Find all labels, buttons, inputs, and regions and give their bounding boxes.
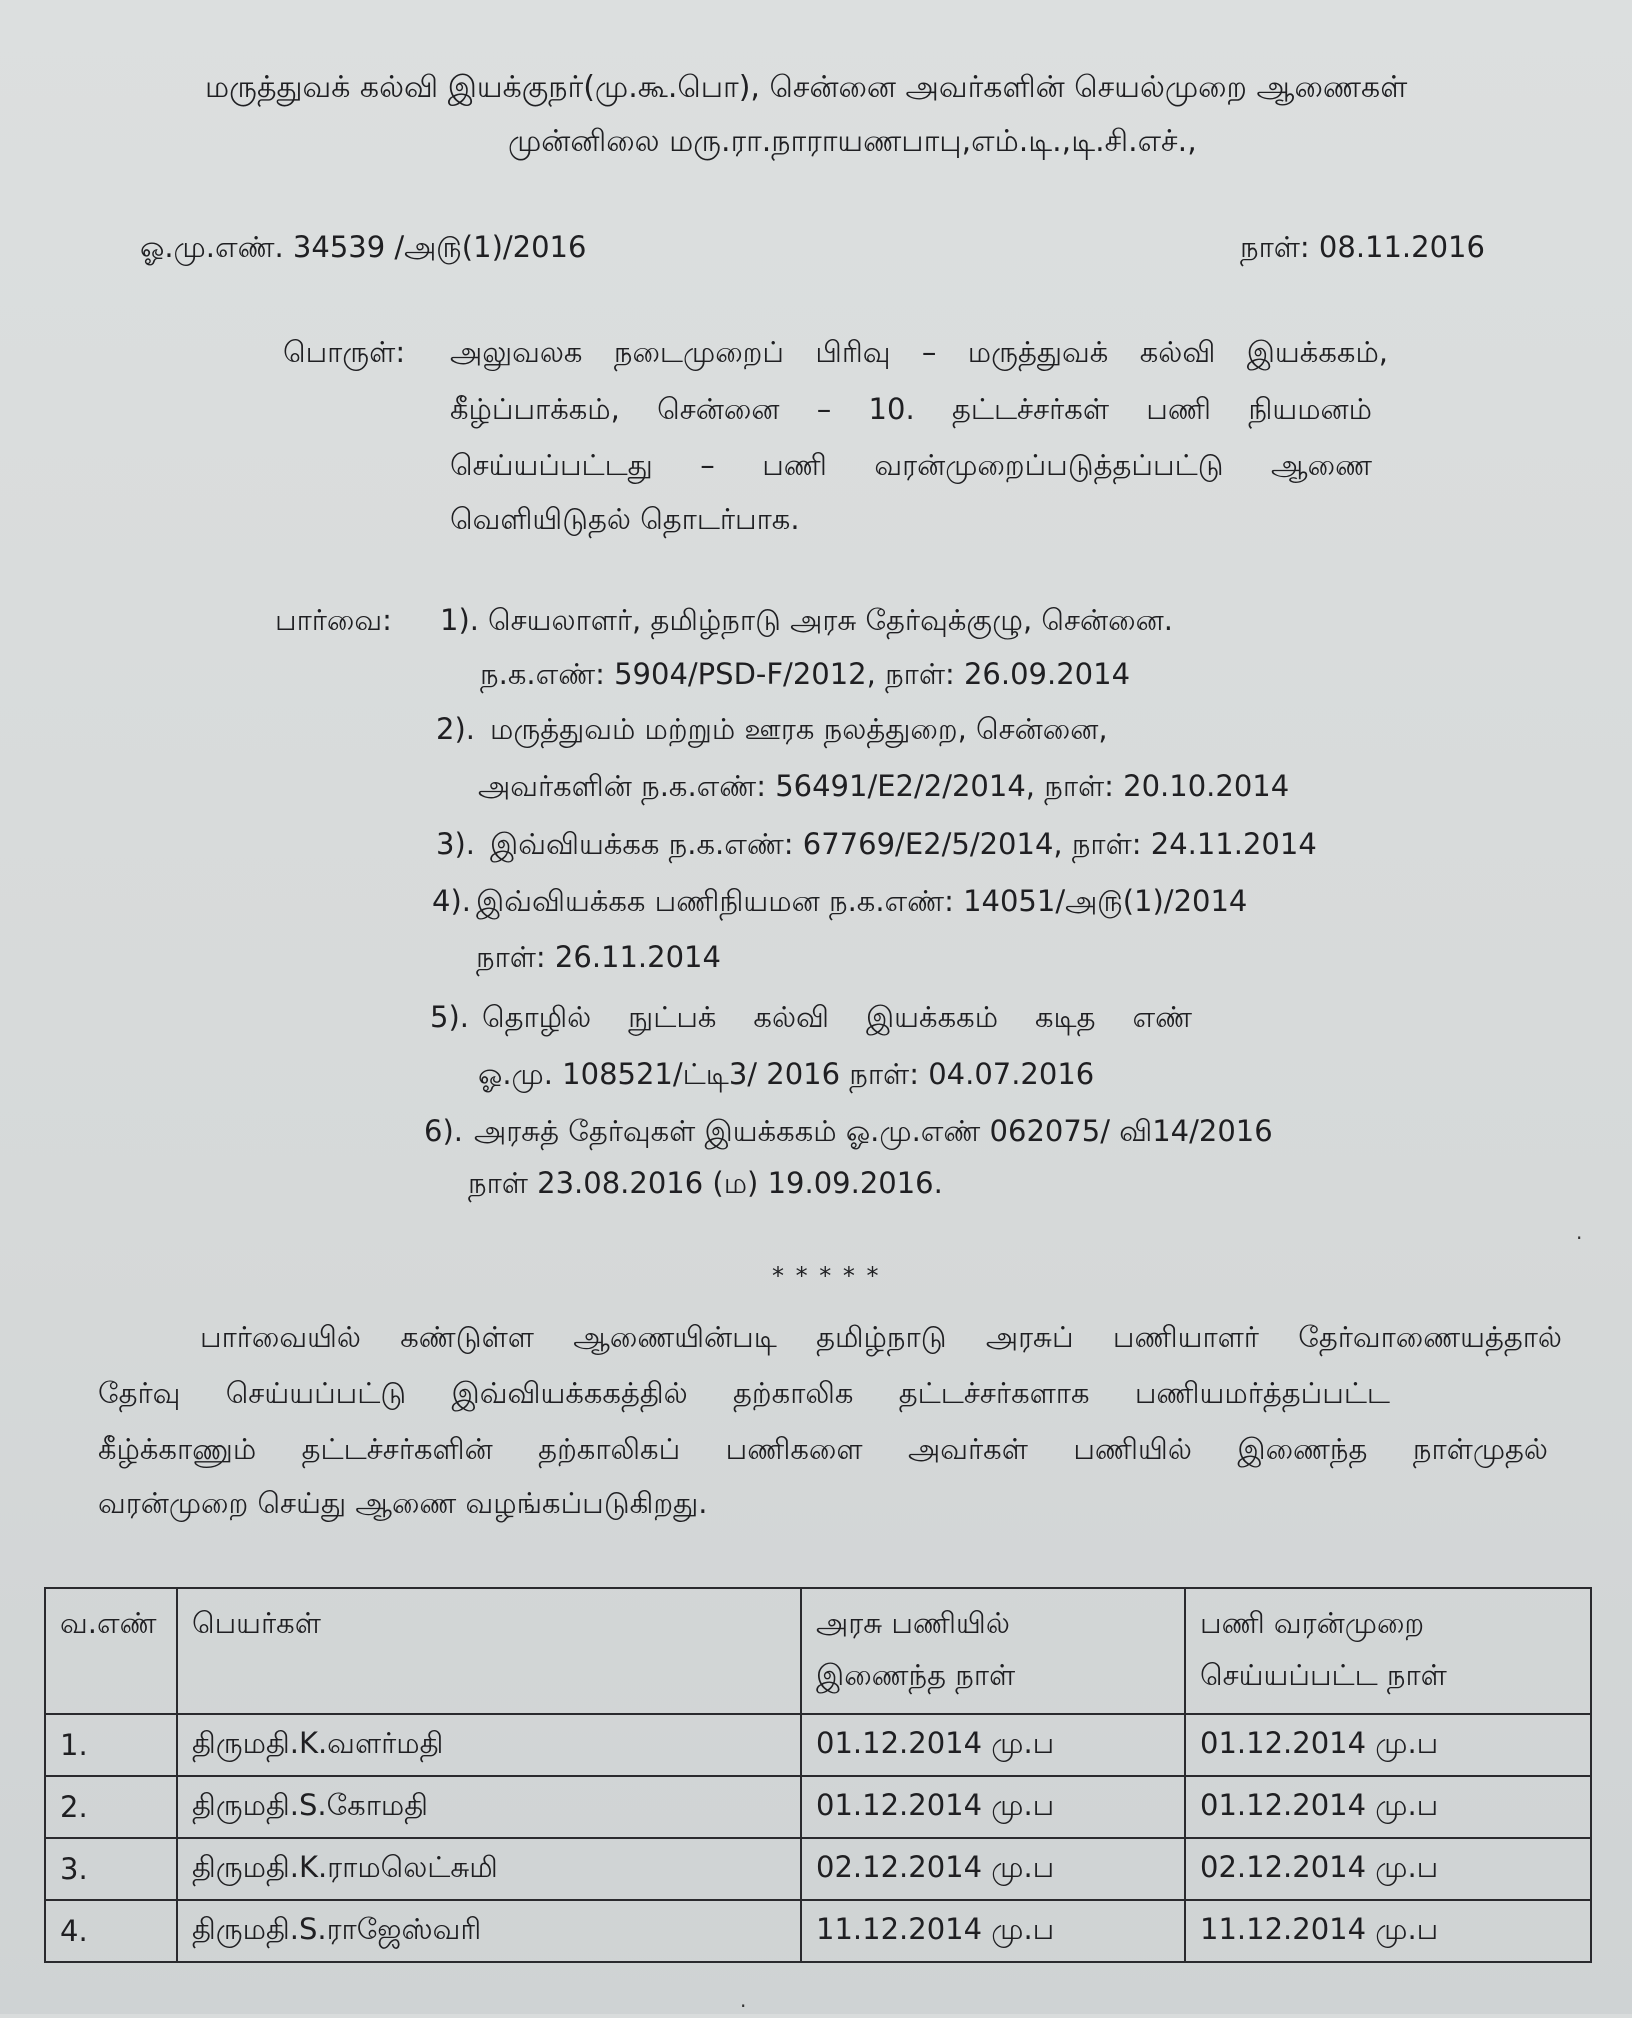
joined-date-cell: 01.12.2014 மு.ப xyxy=(801,1714,1185,1776)
reference-4-number: 4). xyxy=(432,884,471,918)
section-separator: * * * * * xyxy=(772,1262,881,1290)
table-row xyxy=(45,1776,1591,1838)
table-header-row xyxy=(45,1588,1591,1714)
subject-label: பொருள்: xyxy=(283,335,406,369)
regularized-date-cell: 11.12.2014 மு.ப xyxy=(1185,1900,1591,1962)
table-row xyxy=(45,1900,1591,1962)
header-subtitle: முன்னிலை மரு.ரா.நாராயணபாபு,எம்.டி.,டி.சி.எச்., xyxy=(508,124,1197,159)
serial-number-cell: 4. xyxy=(45,1900,177,1962)
ink-mark: · xyxy=(1576,1226,1583,1250)
reference-4-line-2: நாள்: 26.11.2014 xyxy=(476,940,721,974)
joined-date-cell: 02.12.2014 மு.ப xyxy=(801,1838,1185,1900)
name-cell: திருமதி.K.ராமலெட்சுமி xyxy=(177,1838,801,1900)
ink-mark: · xyxy=(740,1994,747,2018)
regularized-date-cell: 01.12.2014 மு.ப xyxy=(1185,1776,1591,1838)
header-names: பெயர்கள் xyxy=(177,1588,801,1714)
header-serial-number: வ.எண் xyxy=(45,1588,177,1714)
subject-line-2: கீழ்ப்பாக்கம், சென்னை – 10. தட்டச்சர்கள் பணி நியமனம் xyxy=(450,392,1372,426)
body-line-2: தேர்வு செய்யப்பட்டு இவ்வியக்ககத்தில் தற்காலிக தட்டச்சர்களாக பணியமர்த்தப்பட்ட xyxy=(98,1376,1390,1410)
body-line-4: வரன்முறை செய்து ஆணை வழங்கப்படுகிறது. xyxy=(98,1486,708,1520)
references-label: பார்வை: xyxy=(275,603,392,637)
subject-line-1: அலுவலக நடைமுறைப் பிரிவு – மருத்துவக் கல்வி இயக்ககம், xyxy=(450,335,1388,369)
header-joined-date-line-1: அரசு பணியில் xyxy=(816,1606,1010,1640)
serial-number-cell: 1. xyxy=(45,1714,177,1776)
reference-5-line-2: ஓ.மு. 108521/ட்டி3/ 2016 நாள்: 04.07.2016 xyxy=(478,1057,1095,1091)
serial-number-cell: 3. xyxy=(45,1838,177,1900)
reference-1-number: 1). xyxy=(440,603,479,637)
typists-table xyxy=(44,1587,1592,1963)
header-joined-date xyxy=(801,1588,1185,1714)
serial-number-cell: 2. xyxy=(45,1776,177,1838)
reference-5-number: 5). xyxy=(430,1000,469,1034)
subject-line-4: வெளியிடுதல் தொடர்பாக. xyxy=(450,502,800,536)
joined-date-cell: 11.12.2014 மு.ப xyxy=(801,1900,1185,1962)
reference-4-line-1: இவ்வியக்கக பணிநியமன ந.க.எண்: 14051/அ௫(1)/2014 xyxy=(476,884,1248,918)
reference-1-line-1: செயலாளர், தமிழ்நாடு அரசு தேர்வுக்குழு, சென்னை. xyxy=(488,603,1173,637)
table-row xyxy=(45,1714,1591,1776)
header-regularized-date xyxy=(1185,1588,1591,1714)
reference-2-number: 2). xyxy=(436,712,475,746)
order-number: ஓ.மு.எண். 34539 /அ௫(1)/2016 xyxy=(140,230,587,264)
joined-date-cell: 01.12.2014 மு.ப xyxy=(801,1776,1185,1838)
reference-3-line-1: இவ்வியக்கக ந.க.எண்: 67769/E2/5/2014, நாள்: 24.11.2014 xyxy=(490,827,1317,861)
subject-line-3: செய்யப்பட்டது – பணி வரன்முறைப்படுத்தப்பட்டு ஆணை xyxy=(450,448,1372,482)
reference-6-line-1: அரசுத் தேர்வுகள் இயக்ககம் ஓ.மு.எண் 062075/ வி14/2016 xyxy=(474,1114,1273,1148)
regularized-date-cell: 02.12.2014 மு.ப xyxy=(1185,1838,1591,1900)
reference-6-line-2: நாள் 23.08.2016 (ம) 19.09.2016. xyxy=(468,1166,943,1200)
header-title: மருத்துவக் கல்வி இயக்குநர்(மு.கூ.பொ), சென்னை அவர்களின் செயல்முறை ஆணைகள் xyxy=(205,70,1408,105)
reference-1-line-2: ந.க.எண்: 5904/PSD-F/2012, நாள்: 26.09.2014 xyxy=(480,657,1131,691)
name-cell: திருமதி.S.ராஜேஸ்வரி xyxy=(177,1900,801,1962)
reference-3-number: 3). xyxy=(436,827,475,861)
name-cell: திருமதி.S.கோமதி xyxy=(177,1776,801,1838)
table-row xyxy=(45,1838,1591,1900)
reference-5-line-1: தொழில் நுட்பக் கல்வி இயக்ககம் கடித எண் xyxy=(482,1000,1192,1034)
header-regularized-date-line-1: பணி வரன்முறை xyxy=(1200,1606,1425,1640)
reference-2-line-2: அவர்களின் ந.க.எண்: 56491/E2/2/2014, நாள்: 20.10.2014 xyxy=(478,769,1290,803)
regularized-date-cell: 01.12.2014 மு.ப xyxy=(1185,1714,1591,1776)
reference-2-line-1: மருத்துவம் மற்றும் ஊரக நலத்துறை, சென்னை, xyxy=(490,712,1108,746)
header-joined-date-line-2: இணைந்த நாள் xyxy=(816,1658,1016,1692)
order-date: நாள்: 08.11.2016 xyxy=(1240,230,1485,264)
reference-6-number: 6). xyxy=(424,1114,463,1148)
name-cell: திருமதி.K.வளர்மதி xyxy=(177,1714,801,1776)
body-line-3: கீழ்க்காணும் தட்டச்சர்களின் தற்காலிகப் பணிகளை அவர்கள் பணியில் இணைந்த நாள்முதல் xyxy=(98,1432,1548,1466)
body-line-1: பார்வையில் கண்டுள்ள ஆணையின்படி தமிழ்நாடு அரசுப் பணியாளர் தேர்வாணையத்தால் xyxy=(200,1320,1562,1354)
header-regularized-date-line-2: செய்யப்பட்ட நாள் xyxy=(1200,1658,1447,1692)
